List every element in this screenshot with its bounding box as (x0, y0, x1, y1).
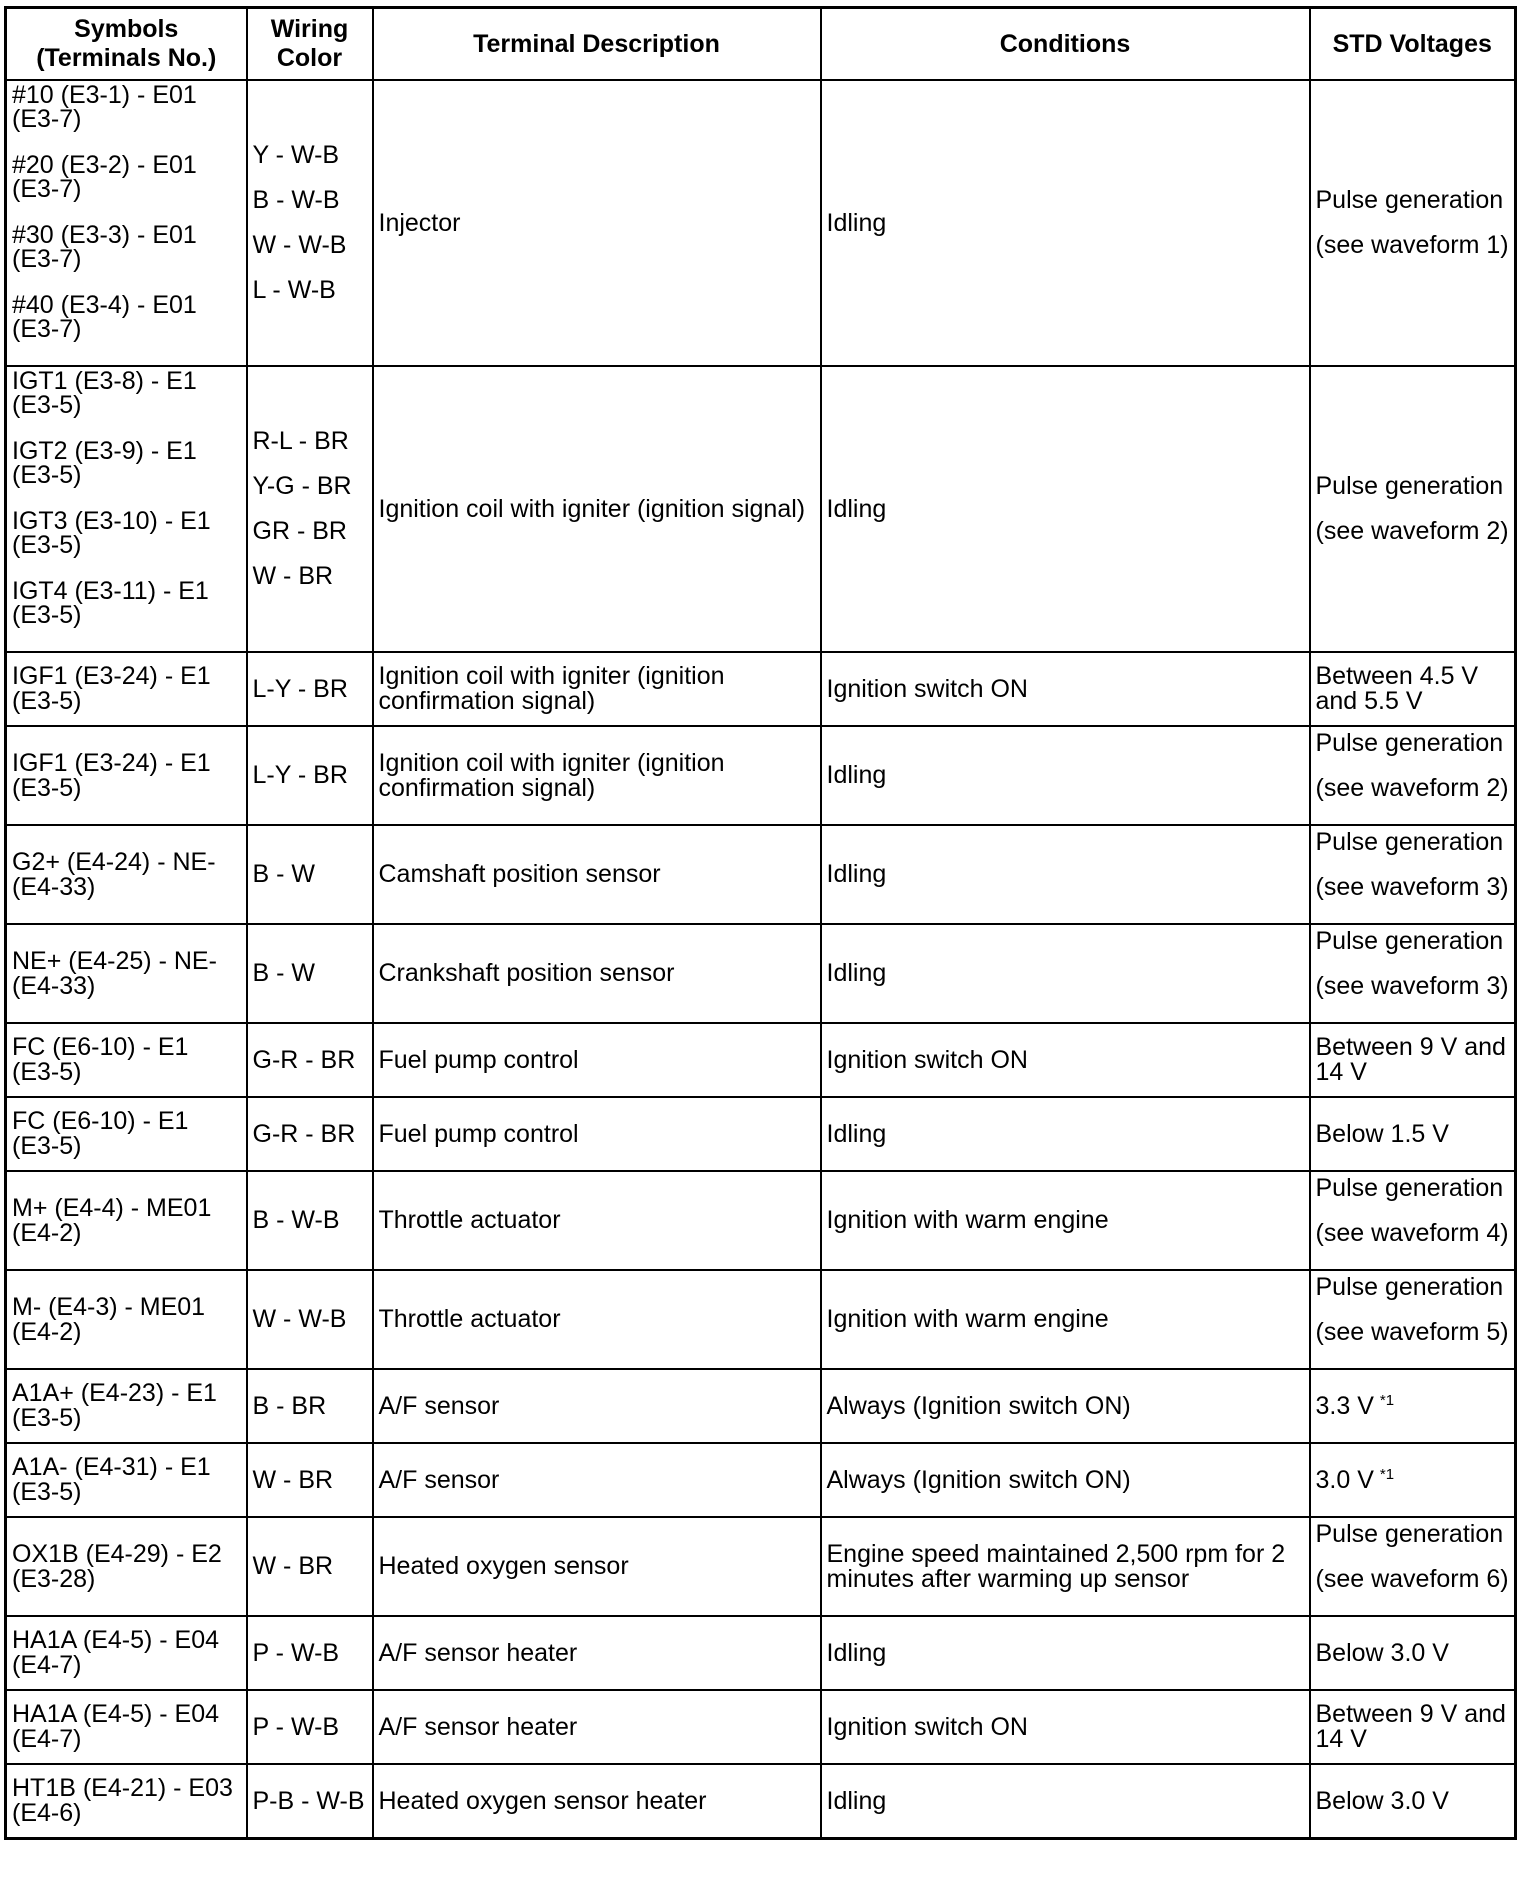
symbol-line: M+ (E4-4) - ME01 (12, 1193, 212, 1222)
condition-line: Ignition switch ON (826, 674, 1028, 703)
symbol-line: (E4-6) (12, 1799, 82, 1827)
description-line: A/F sensor (378, 1465, 500, 1494)
condition-line: Always (Ignition switch ON) (826, 1391, 1131, 1420)
header-wiring-color: Wiring Color (247, 8, 373, 81)
std-line: 3.3 V $^{*1}$ (1315, 1391, 1395, 1420)
symbol-line: (E3-5) (12, 531, 82, 559)
cell-wiring: P - W-B (247, 1690, 373, 1764)
cell-std-voltage (1310, 1517, 1516, 1616)
std-pulse (1316, 927, 1510, 1001)
cell-symbols (6, 1097, 247, 1171)
cell-wiring (247, 80, 373, 366)
std-line: (see waveform 2) (1315, 774, 1509, 802)
description-line: Crankshaft position sensor (378, 959, 675, 987)
cell-wiring: L-Y - BR (247, 726, 373, 825)
cell-symbols (6, 652, 247, 726)
condition-line: Ignition switch ON (826, 1712, 1028, 1741)
cell-symbols (6, 1764, 247, 1839)
symbol-entry (12, 293, 241, 341)
std-line: Pulse generation (1315, 828, 1504, 856)
cell-wiring: G-R - BR (247, 1023, 373, 1097)
wiring-line: B - W-B (252, 186, 340, 214)
cell-wiring: W - W-B (247, 1270, 373, 1369)
cell-description (373, 1690, 821, 1764)
cell-wiring: P-B - W-B (247, 1764, 373, 1839)
description-line: A/F sensor (378, 1391, 500, 1420)
cell-conditions (821, 1369, 1310, 1443)
cell-symbols (6, 1270, 247, 1369)
cell-description (373, 1764, 821, 1839)
cell-symbols (6, 1443, 247, 1517)
std-line: Between 9 V and (1315, 1033, 1506, 1061)
description-line: Throttle actuator (378, 1206, 561, 1234)
condition-line: Ignition switch ON (826, 1045, 1028, 1074)
table-row (6, 1023, 1516, 1097)
cell-description (373, 726, 821, 825)
cell-std-voltage (1310, 80, 1516, 366)
std-pulse (1316, 472, 1510, 546)
condition-line: Always (Ignition switch ON) (826, 1465, 1131, 1494)
description-line: Heated oxygen sensor (378, 1552, 629, 1580)
cell-symbols (6, 80, 247, 366)
cell-symbols (6, 1023, 247, 1097)
symbol-entry (12, 153, 241, 201)
footnote-marker: *1 (1379, 1391, 1395, 1409)
cell-description (373, 825, 821, 924)
cell-wiring: W - BR (247, 1517, 373, 1616)
std-pulse (1316, 1520, 1510, 1594)
cell-symbols (6, 1616, 247, 1690)
cell-std-voltage (1310, 825, 1516, 924)
table-row (6, 1690, 1516, 1764)
cell-std-voltage (1310, 1270, 1516, 1369)
table-row (6, 825, 1516, 924)
std-pulse (1316, 186, 1510, 260)
symbol-line: HT1B (E4-21) - E03 (12, 1774, 233, 1802)
cell-symbols (6, 825, 247, 924)
header-terminal-description: Terminal Description (373, 8, 821, 81)
cell-std-voltage (1310, 366, 1516, 652)
cell-symbols (6, 1369, 247, 1443)
wiring-line: L - W-B (252, 276, 336, 304)
symbol-line: (E4-2) (12, 1218, 82, 1247)
std-line: (see waveform 3) (1315, 873, 1509, 901)
cell-std-voltage (1310, 726, 1516, 825)
cell-conditions (821, 1764, 1310, 1839)
symbol-line: A1A+ (E4-23) - E1 (12, 1379, 217, 1407)
cell-description (373, 652, 821, 726)
symbol-line: HA1A (E4-5) - E04 (12, 1626, 220, 1654)
table-row-group (6, 366, 1516, 652)
table-row (6, 1369, 1516, 1443)
std-line: Pulse generation (1315, 1520, 1504, 1548)
description-line: confirmation signal) (378, 773, 596, 802)
cell-wiring: W - BR (247, 1443, 373, 1517)
condition-line: minutes after warming up sensor (826, 1564, 1190, 1593)
cell-std-voltage (1310, 1764, 1516, 1839)
std-line: Pulse generation (1315, 927, 1504, 955)
cell-conditions (821, 1690, 1310, 1764)
symbol-line: FC (E6-10) - E1 (12, 1107, 189, 1135)
symbol-line: G2+ (E4-24) - NE- (12, 847, 216, 876)
std-line: (see waveform 4) (1315, 1219, 1509, 1247)
condition-line: Engine speed maintained 2,500 rpm for 2 (826, 1539, 1286, 1568)
std-pulse (1316, 729, 1510, 803)
table-row (6, 924, 1516, 1023)
cell-conditions (821, 1171, 1310, 1270)
cell-symbols (6, 366, 247, 652)
description-line: A/F sensor heater (378, 1712, 578, 1741)
footnote-marker: *1 (1379, 1465, 1395, 1483)
table-row (6, 1616, 1516, 1690)
symbol-line: (E3-7) (12, 245, 82, 273)
wiring-line: R-L - BR (252, 427, 349, 455)
cell-description (373, 1443, 821, 1517)
description-line: Fuel pump control (378, 1045, 579, 1074)
cell-std-voltage (1310, 1443, 1516, 1517)
symbol-entry (12, 439, 241, 487)
cell-conditions (821, 726, 1310, 825)
symbol-entry (12, 579, 241, 627)
cell-conditions: Idling (821, 366, 1310, 652)
table-row (6, 652, 1516, 726)
condition-line: Ignition with warm engine (826, 1206, 1109, 1234)
std-line: Pulse generation (1315, 729, 1504, 757)
table-row (6, 1443, 1516, 1517)
cell-symbols (6, 924, 247, 1023)
std-line: 14 V (1315, 1725, 1367, 1753)
std-line: and 5.5 V (1315, 687, 1423, 715)
cell-std-voltage (1310, 1616, 1516, 1690)
symbol-line: (E3-5) (12, 461, 82, 489)
cell-description (373, 1023, 821, 1097)
table-row (6, 1171, 1516, 1270)
cell-std-voltage (1310, 1097, 1516, 1171)
symbol-line: NE+ (E4-25) - NE- (12, 946, 217, 975)
std-line: (see waveform 2) (1315, 517, 1509, 545)
cell-std-voltage (1310, 1171, 1516, 1270)
wiring-line: Y-G - BR (252, 472, 352, 500)
cell-conditions (821, 825, 1310, 924)
cell-wiring: P - W-B (247, 1616, 373, 1690)
table-row-group (6, 80, 1516, 366)
symbol-line: IGT1 (E3-8) - E1 (12, 367, 197, 395)
symbol-entry (12, 509, 241, 557)
condition-line: Ignition with warm engine (826, 1305, 1109, 1333)
table-body (6, 80, 1516, 1839)
std-line: Below 1.5 V (1315, 1119, 1449, 1148)
cell-conditions (821, 1517, 1310, 1616)
description-line: Ignition coil with igniter (ignition (378, 662, 725, 690)
description-line: confirmation signal) (378, 687, 596, 715)
symbol-line: (E4-7) (12, 1725, 82, 1753)
symbol-line: IGF1 (E3-24) - E1 (12, 662, 211, 690)
cell-std-voltage (1310, 1690, 1516, 1764)
cell-description (373, 924, 821, 1023)
symbol-entry (12, 223, 241, 271)
symbol-line: IGT4 (E3-11) - E1 (12, 577, 209, 605)
symbol-line: (E3-5) (12, 601, 82, 629)
cell-wiring: B - W-B (247, 1171, 373, 1270)
symbol-line: (E3-5) (12, 1478, 82, 1506)
std-line: Pulse generation (1315, 1174, 1504, 1202)
cell-conditions (821, 1270, 1310, 1369)
cell-std-voltage (1310, 1023, 1516, 1097)
cell-conditions (821, 652, 1310, 726)
header-symbols: Symbols (Terminals No.) (6, 8, 247, 81)
cell-std-voltage (1310, 1369, 1516, 1443)
symbol-line: IGF1 (E3-24) - E1 (12, 748, 211, 777)
std-line: Pulse generation (1315, 186, 1504, 214)
cell-symbols (6, 1517, 247, 1616)
symbol-line: M- (E4-3) - ME01 (12, 1292, 206, 1321)
std-pulse (1316, 1174, 1510, 1248)
symbol-line: (E4-33) (12, 971, 96, 1000)
description-line: Ignition coil with igniter (ignition (378, 748, 725, 777)
cell-symbols (6, 1171, 247, 1270)
cell-description (373, 1616, 821, 1690)
wiring-line: W - BR (252, 562, 334, 590)
cell-conditions (821, 1097, 1310, 1171)
std-line: (see waveform 3) (1315, 972, 1509, 1000)
symbol-line: (E3-5) (12, 1404, 82, 1432)
symbol-line: #20 (E3-2) - E01 (12, 151, 197, 179)
cell-wiring: B - BR (247, 1369, 373, 1443)
cell-conditions (821, 924, 1310, 1023)
table-row (6, 1517, 1516, 1616)
cell-symbols (6, 726, 247, 825)
symbol-line: (E3-7) (12, 105, 82, 133)
cell-conditions: Idling (821, 80, 1310, 366)
symbol-line: (E3-5) (12, 687, 82, 715)
symbol-line: (E4-7) (12, 1651, 82, 1679)
cell-symbols (6, 1690, 247, 1764)
std-line: Pulse generation (1315, 1273, 1504, 1301)
symbol-line: IGT2 (E3-9) - E1 (12, 437, 197, 465)
symbol-line: HA1A (E4-5) - E04 (12, 1700, 220, 1728)
table-row (6, 1764, 1516, 1839)
symbol-line: (E3-5) (12, 773, 82, 802)
cell-description (373, 1097, 821, 1171)
symbol-line: (E3-5) (12, 1058, 82, 1086)
symbol-line: (E4-2) (12, 1317, 82, 1346)
description-line: Heated oxygen sensor heater (378, 1786, 707, 1815)
std-line: (see waveform 1) (1315, 231, 1509, 259)
symbol-line: FC (E6-10) - E1 (12, 1033, 189, 1061)
cell-wiring: G-R - BR (247, 1097, 373, 1171)
table-row (6, 1270, 1516, 1369)
symbol-line: (E3-7) (12, 175, 82, 203)
cell-std-voltage (1310, 924, 1516, 1023)
std-pulse (1316, 1273, 1510, 1347)
description-line: Fuel pump control (378, 1119, 579, 1148)
std-line: (see waveform 6) (1315, 1565, 1509, 1593)
wiring-line: W - W-B (252, 231, 347, 259)
symbol-line: #40 (E3-4) - E01 (12, 291, 197, 319)
condition-line: Idling (826, 860, 887, 888)
condition-line: Idling (826, 761, 887, 789)
symbol-line: (E4-33) (12, 872, 96, 901)
description-line: Throttle actuator (378, 1305, 561, 1333)
symbol-line: #30 (E3-3) - E01 (12, 221, 197, 249)
std-line: Between 4.5 V (1315, 662, 1479, 690)
description-line: Camshaft position sensor (378, 860, 661, 888)
symbol-line: #10 (E3-1) - E01 (12, 81, 197, 109)
cell-description: Injector (373, 80, 821, 366)
cell-std-voltage (1310, 652, 1516, 726)
symbol-line: (E3-5) (12, 1132, 82, 1160)
cell-description: Ignition coil with igniter (ignition signal) (373, 366, 821, 652)
wiring-line: GR - BR (252, 517, 347, 545)
condition-line: Idling (826, 1638, 887, 1667)
table-row (6, 1097, 1516, 1171)
std-line: Below 3.0 V (1315, 1638, 1449, 1667)
header-conditions: Conditions (821, 8, 1310, 81)
std-line: Between 9 V and (1315, 1700, 1506, 1728)
cell-wiring (247, 366, 373, 652)
symbol-line: (E3-28) (12, 1564, 96, 1593)
cell-wiring: L-Y - BR (247, 652, 373, 726)
std-line: 14 V (1315, 1058, 1367, 1086)
condition-line: Idling (826, 1786, 887, 1815)
condition-line: Idling (826, 1119, 887, 1148)
cell-description (373, 1270, 821, 1369)
description-line: A/F sensor heater (378, 1638, 578, 1667)
symbol-entry (12, 369, 241, 417)
condition-line: Idling (826, 959, 887, 987)
symbol-line: A1A- (E4-31) - E1 (12, 1453, 211, 1481)
std-line: Below 3.0 V (1315, 1786, 1449, 1815)
std-line: Pulse generation (1315, 472, 1504, 500)
cell-conditions (821, 1023, 1310, 1097)
std-pulse (1316, 828, 1510, 902)
cell-description (373, 1369, 821, 1443)
cell-conditions (821, 1443, 1310, 1517)
cell-wiring: B - W (247, 825, 373, 924)
wiring-line: Y - W-B (252, 141, 340, 169)
header-std-voltages: STD Voltages (1310, 8, 1516, 81)
table-header-row (6, 8, 1516, 81)
std-line: 3.0 V $^{*1}$ (1315, 1465, 1395, 1494)
symbol-line: IGT3 (E3-10) - E1 (12, 507, 211, 535)
cell-wiring: B - W (247, 924, 373, 1023)
std-line: (see waveform 5) (1315, 1318, 1509, 1346)
table-row (6, 726, 1516, 825)
symbol-line: (E3-5) (12, 391, 82, 419)
symbol-line: (E3-7) (12, 315, 82, 343)
cell-description (373, 1171, 821, 1270)
symbol-line: OX1B (E4-29) - E2 (12, 1539, 222, 1568)
terminal-voltage-table (4, 6, 1517, 1840)
symbol-entry (12, 83, 241, 131)
cell-description (373, 1517, 821, 1616)
cell-conditions (821, 1616, 1310, 1690)
